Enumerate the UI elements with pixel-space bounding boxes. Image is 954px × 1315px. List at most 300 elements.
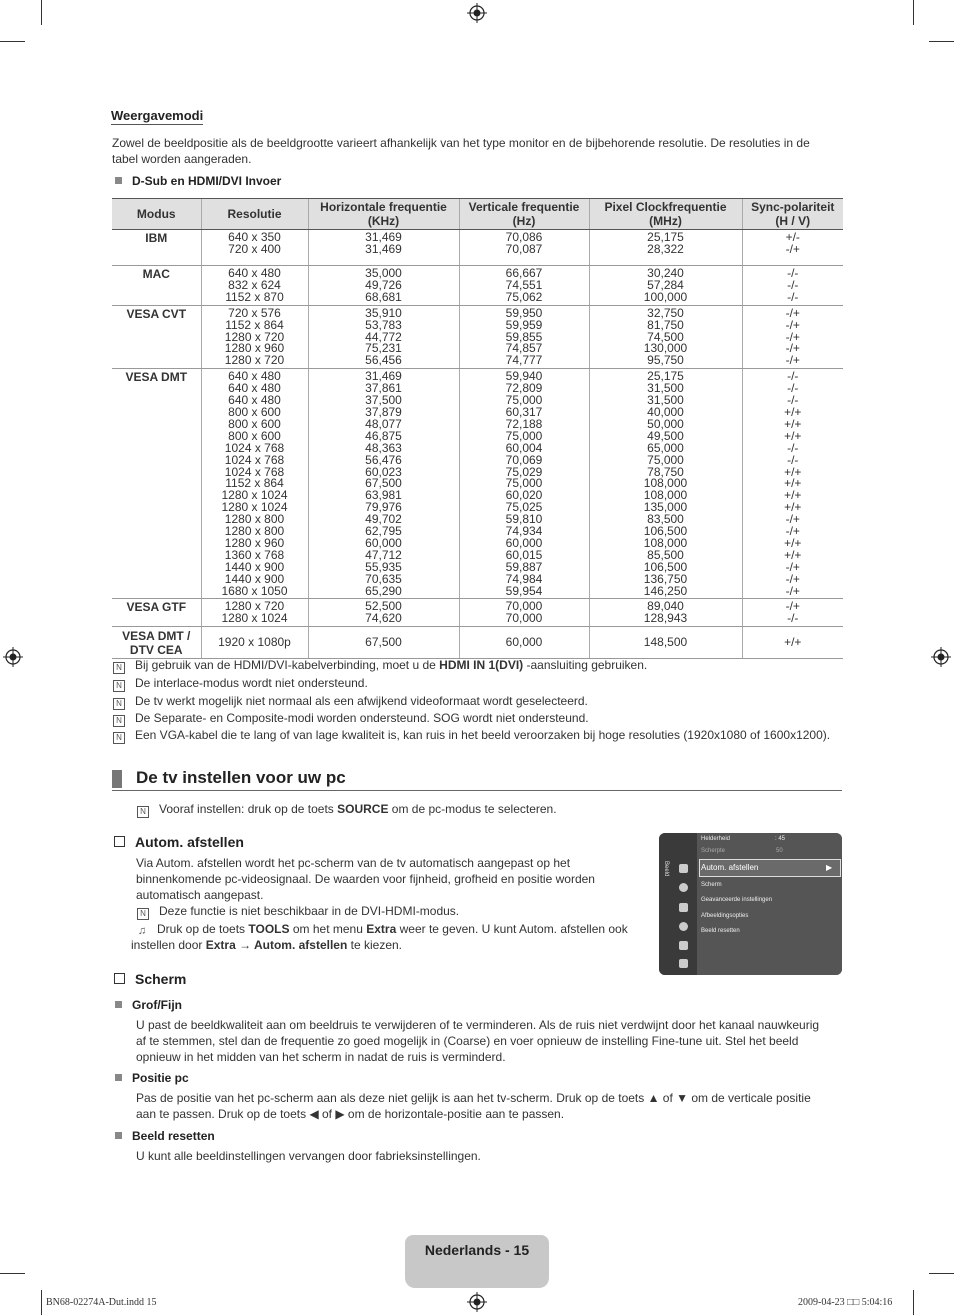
table-cell xyxy=(201,305,308,369)
cell-line: 25,175 xyxy=(647,230,684,244)
cell-line: 75,000 xyxy=(505,428,543,443)
table-cell xyxy=(308,599,459,627)
tip-text: instellen door xyxy=(131,938,206,952)
crop-mark xyxy=(913,0,914,25)
cell-line: -/- xyxy=(787,381,799,396)
cell-line: 136,750 xyxy=(643,571,688,586)
scherm-title: Scherm xyxy=(135,971,187,987)
cell-line: 1152 x 864 xyxy=(225,476,284,491)
registration-mark-icon xyxy=(931,647,951,667)
table-cell xyxy=(308,369,459,599)
cell-line: 640 x 480 xyxy=(228,381,281,396)
cell-line: 31,469 xyxy=(365,230,402,244)
cell-line: 1280 x 960 xyxy=(224,535,285,550)
cell-line: 135,000 xyxy=(643,500,688,515)
note-icon: N xyxy=(113,698,125,710)
cell-line: 37,500 xyxy=(365,393,402,408)
crop-mark xyxy=(929,1273,954,1274)
cell-line: +/- xyxy=(785,230,800,244)
display-modes-table xyxy=(112,198,843,659)
intro-line: tabel worden aangeraden. xyxy=(112,152,252,166)
crop-mark xyxy=(913,1290,914,1315)
note-text: Een VGA-kabel die te lang of van lage kwaliteit is, kan ruis in het beeld veroorzaken bij hoge resoluties (1920x1080 of 1600x1200). xyxy=(135,728,831,742)
cell-line: 640 x 480 xyxy=(228,266,281,280)
cell-line: 55,935 xyxy=(365,559,402,574)
osd-item: Scherm xyxy=(701,882,722,888)
table-row xyxy=(112,305,843,369)
autom-body xyxy=(136,855,595,903)
cell-line: 31,469 xyxy=(365,241,402,256)
cell-line: 67,500 xyxy=(365,476,402,491)
cell-line: 1440 x 900 xyxy=(224,559,285,574)
note-icon: N xyxy=(137,806,149,818)
cell-line: 68,681 xyxy=(365,289,402,304)
cell-line: 75,062 xyxy=(505,289,543,304)
cell-line: 83,500 xyxy=(647,512,684,527)
cell-line: 108,000 xyxy=(643,488,688,503)
table-cell xyxy=(742,305,843,369)
note-icon: N xyxy=(137,908,149,920)
autom-heading xyxy=(114,834,244,850)
table-cell: VESA GTF xyxy=(112,599,201,627)
crop-mark xyxy=(929,41,954,42)
cell-line: 720 x 400 xyxy=(228,241,281,256)
tip-text: te kiezen. xyxy=(347,938,403,952)
body-line: opnieuw in het midden van het scherm in nadat de ruis is verminderd. xyxy=(136,1050,506,1064)
cell-line: 47,712 xyxy=(365,547,402,562)
osd-panel xyxy=(697,833,842,975)
cell-line: 1024 x 768 xyxy=(224,464,285,479)
grof-title: Grof/Fijn xyxy=(132,998,182,1012)
cell-line: 1152 x 864 xyxy=(225,317,284,332)
table-cell: VESA DMT xyxy=(112,369,201,599)
table-cell xyxy=(742,230,843,266)
cell-line: 31,500 xyxy=(647,381,684,396)
osd-item-selected: Autom. afstellen xyxy=(701,863,759,872)
note-text: Vooraf instellen: druk op de toets xyxy=(159,802,338,816)
cell-line: 148,500 xyxy=(643,635,688,650)
table-cell xyxy=(459,627,589,659)
body-line: binnenkomende pc-videosignaal. De waarden voor fijnheid, grofheid en positie worden xyxy=(136,872,595,886)
table-cell xyxy=(308,305,459,369)
cell-line: -/- xyxy=(787,611,799,626)
cell-line: 74,984 xyxy=(505,571,543,586)
crop-mark xyxy=(0,41,25,42)
cell-line: -/- xyxy=(787,440,799,455)
cell-line: -/+ xyxy=(785,317,800,332)
cell-line: 85,500 xyxy=(647,547,684,562)
tools-tip xyxy=(131,921,628,953)
cell-line: 30,240 xyxy=(647,266,684,280)
cell-line: -/+ xyxy=(785,353,800,368)
crop-mark xyxy=(0,1273,25,1274)
cell-line: 65,290 xyxy=(365,583,402,598)
tools-icon: ♫ xyxy=(137,925,147,937)
cell-line: -/+ xyxy=(785,341,800,356)
cell-line: 52,500 xyxy=(365,599,402,614)
subtitle-text: D-Sub en HDMI/DVI Invoer xyxy=(132,174,282,188)
tip-bold: TOOLS xyxy=(248,922,290,936)
cell-line: +/+ xyxy=(784,428,802,443)
cell-line: -/+ xyxy=(785,559,800,574)
cell-line: 49,500 xyxy=(647,428,684,443)
table-cell xyxy=(459,266,589,306)
cell-line: 75,231 xyxy=(365,341,402,356)
cell-line: +/+ xyxy=(784,488,802,503)
body-line: af te stemmen, stel dan de frequentie zo goed mogelijk in (Coarse) en voer opnieuw de instelling Fine-tune uit. Stel het beeld xyxy=(136,1034,799,1048)
cell-line: 800 x 600 xyxy=(228,416,281,431)
note-icon: N xyxy=(113,680,125,692)
cell-line: 130,000 xyxy=(643,341,688,356)
cell-line: 720 x 576 xyxy=(228,305,281,320)
cell-line: +/+ xyxy=(784,535,802,550)
cell-line: 70,635 xyxy=(365,571,402,586)
table-cell xyxy=(201,369,308,599)
cell-line: -/+ xyxy=(785,583,800,598)
cell-line: -/- xyxy=(787,452,799,467)
note-sog xyxy=(113,711,589,727)
note-bold: SOURCE xyxy=(337,802,389,816)
cell-line: 59,954 xyxy=(505,583,543,598)
table-cell xyxy=(589,627,742,659)
cell-line: 48,363 xyxy=(365,440,402,455)
tip-text: Druk op de toets xyxy=(157,922,249,936)
cell-line: 74,500 xyxy=(647,329,684,344)
col-header: Modus xyxy=(112,199,201,230)
cell-line: 832 x 624 xyxy=(228,277,281,292)
osd-value: 50 xyxy=(776,848,783,854)
cell-line: 79,976 xyxy=(365,500,402,515)
table-row xyxy=(112,369,843,599)
cell-line: 74,777 xyxy=(505,353,543,368)
setup-icon xyxy=(679,903,688,912)
cell-line: 74,934 xyxy=(505,524,543,539)
note-videoformat xyxy=(113,694,588,710)
table-cell xyxy=(201,599,308,627)
cell-line: 60,023 xyxy=(365,464,402,479)
cell-line: -/+ xyxy=(785,599,800,614)
cell-line: -/- xyxy=(787,266,799,280)
table-cell xyxy=(201,627,308,659)
cell-line: 106,500 xyxy=(643,524,688,539)
registration-mark-icon xyxy=(467,1292,487,1312)
cell-line: 640 x 480 xyxy=(228,393,281,408)
cell-line: 74,551 xyxy=(505,277,543,292)
cell-line: 56,476 xyxy=(365,452,402,467)
table-cell xyxy=(201,230,308,266)
cell-line: 60,000 xyxy=(365,535,402,550)
table-cell xyxy=(589,369,742,599)
table-cell xyxy=(742,599,843,627)
cell-line: -/+ xyxy=(785,305,800,320)
cell-line: 100,000 xyxy=(643,289,688,304)
osd-sidebar xyxy=(659,833,697,975)
cell-line: 59,959 xyxy=(505,317,543,332)
note-dvi xyxy=(137,904,459,920)
cell-line: 70,087 xyxy=(505,241,543,256)
reset-title: Beeld resetten xyxy=(132,1129,215,1143)
cell-line: 70,069 xyxy=(505,452,543,467)
cell-line: 59,940 xyxy=(505,369,543,384)
cell-line: 70,000 xyxy=(505,599,543,614)
table-cell xyxy=(742,627,843,659)
cell-line: 108,000 xyxy=(643,535,688,550)
osd-menu-screenshot xyxy=(659,833,842,975)
cell-line: -/+ xyxy=(785,241,800,256)
cell-line: 75,000 xyxy=(505,476,543,491)
cell-line: 75,025 xyxy=(505,500,543,515)
cell-line: 1280 x 960 xyxy=(224,341,285,356)
cell-line: 66,667 xyxy=(505,266,543,280)
cell-line: 1024 x 768 xyxy=(224,440,285,455)
cell-line: 60,000 xyxy=(505,535,543,550)
positie-body xyxy=(136,1090,811,1122)
cell-line: 78,750 xyxy=(647,464,684,479)
note-hdmi xyxy=(113,658,647,674)
note-text: Deze functie is niet beschikbaar in de DVI-HDMI-modus. xyxy=(159,904,460,918)
cell-line: 63,981 xyxy=(365,488,402,503)
cell-line: -/+ xyxy=(785,329,800,344)
cell-line: 1280 x 1024 xyxy=(221,500,288,515)
cell-line: 640 x 480 xyxy=(228,369,281,384)
note-icon: N xyxy=(113,715,125,727)
cell-line: 49,702 xyxy=(365,512,402,527)
cell-line: -/+ xyxy=(785,571,800,586)
osd-item: Helderheid xyxy=(701,836,731,842)
note-text: -aansluiting gebruiken. xyxy=(523,658,648,672)
body-line: aan te passen. Druk op de toets ◀ of ▶ om de horizontale-positie aan te passen. xyxy=(136,1107,565,1121)
note-text: De Separate- en Composite-modi worden ondersteund. SOG wordt niet ondersteund. xyxy=(135,711,589,725)
cell-line: 35,910 xyxy=(365,305,402,320)
cell-line: 72,188 xyxy=(505,416,543,431)
intro-paragraph xyxy=(112,135,810,167)
cell-line: 70,000 xyxy=(505,611,543,626)
cell-line: -/- xyxy=(787,289,799,304)
table-cell xyxy=(308,266,459,306)
table-cell xyxy=(112,627,201,659)
cell-line: 62,795 xyxy=(365,524,402,539)
table-cell xyxy=(308,627,459,659)
cell-line: 1280 x 720 xyxy=(224,599,285,614)
table-cell xyxy=(589,599,742,627)
osd-side-label: Beeld xyxy=(663,861,669,877)
body-line: Pas de positie van het pc-scherm aan als deze niet gelijk is aan het tv-scherm. Druk op de toets ▲ of ▼ om de verticale positie xyxy=(136,1091,811,1105)
positie-title: Positie pc xyxy=(132,1071,189,1085)
table-subtitle xyxy=(115,174,281,188)
cell-line: 60,020 xyxy=(505,488,543,503)
cell-line: 31,469 xyxy=(365,369,402,384)
cell-line: 46,875 xyxy=(365,428,402,443)
table-cell xyxy=(742,266,843,306)
body-line: automatisch aangepast. xyxy=(136,888,264,902)
gear-icon xyxy=(679,922,688,931)
cell-line: 32,750 xyxy=(647,305,684,320)
registration-mark-icon xyxy=(467,3,487,23)
note-text: De interlace-modus wordt niet ondersteund. xyxy=(135,676,368,690)
cell-line: -/+ xyxy=(785,512,800,527)
cell-line: 800 x 600 xyxy=(228,404,281,419)
table-cell xyxy=(589,230,742,266)
cell-line: 1360 x 768 xyxy=(224,547,285,562)
crop-mark xyxy=(41,1290,42,1315)
square-bullet-icon xyxy=(115,1074,122,1081)
cell-line: +/+ xyxy=(784,500,802,515)
cell-line: 59,810 xyxy=(505,512,543,527)
cell-line: -/- xyxy=(787,277,799,292)
note-text: De tv werkt mogelijk niet normaal als een afwijkend videoformaat wordt geselecteerd. xyxy=(135,694,588,708)
heading-text: De tv instellen voor uw pc xyxy=(136,768,346,787)
body-line: Via Autom. afstellen wordt het pc-scherm van de tv automatisch aangepast op het xyxy=(136,856,571,870)
table-cell xyxy=(201,266,308,306)
reset-heading xyxy=(115,1129,215,1143)
col-header: Sync-polariteit (H / V) xyxy=(742,199,843,230)
note-icon: N xyxy=(113,662,125,674)
section-title: Weergavemodi xyxy=(111,108,204,123)
cell-line: 65,000 xyxy=(647,440,684,455)
registration-mark-icon xyxy=(3,647,23,667)
cell-line: 60,000 xyxy=(505,635,543,650)
heading-bar xyxy=(112,770,122,788)
support-icon xyxy=(679,959,688,968)
note-interlace xyxy=(113,676,368,692)
crop-mark xyxy=(41,0,42,25)
tip-text: om het menu xyxy=(289,922,367,936)
cell-line: 40,000 xyxy=(647,404,684,419)
cell-line: 108,000 xyxy=(643,476,688,491)
cell-line: 1280 x 1024 xyxy=(221,488,288,503)
cell-line: +/+ xyxy=(784,476,802,491)
table-row xyxy=(112,599,843,627)
sound-icon xyxy=(679,883,688,892)
table-cell xyxy=(459,369,589,599)
cell-line: 1280 x 720 xyxy=(224,353,285,368)
table-header-row xyxy=(112,199,843,230)
cell-line: 57,284 xyxy=(647,277,684,292)
tip-text: weer te geven. U kunt Autom. afstellen ook xyxy=(396,922,628,936)
cell-line: 1680 x 1050 xyxy=(221,583,288,598)
cell-line: 53,783 xyxy=(365,317,402,332)
cell-line: 48,077 xyxy=(365,416,402,431)
table-cell xyxy=(459,230,589,266)
cell-line: 1152 x 870 xyxy=(225,289,284,304)
table-cell xyxy=(308,230,459,266)
cell-line: +/+ xyxy=(784,416,802,431)
cell-line: 640 x 350 xyxy=(228,230,281,244)
table-cell xyxy=(459,305,589,369)
cell-line: 74,857 xyxy=(505,341,543,356)
table-cell xyxy=(742,369,843,599)
print-slug-right: 2009-04-23 □□ 5:04:16 xyxy=(798,1297,893,1308)
cell-line: -/+ xyxy=(785,524,800,539)
square-bullet-icon xyxy=(115,177,122,184)
table-cell xyxy=(589,305,742,369)
osd-value: : 45 xyxy=(775,836,786,842)
cell-line: VESA DMT / xyxy=(122,629,191,644)
cell-line: 37,861 xyxy=(365,381,402,396)
body-line: U past de beeldkwaliteit aan om beeldruis te verwijderen of te verminderen. Als de ruis niet verdwijnt door het kanaal nauwkeurig xyxy=(136,1018,820,1032)
cell-line: 128,943 xyxy=(643,611,688,626)
cell-line: 70,086 xyxy=(505,230,543,244)
cell-line: 59,855 xyxy=(505,329,543,344)
cell-line: 35,000 xyxy=(365,266,402,280)
cell-line: 146,250 xyxy=(643,583,688,598)
table-cell: VESA CVT xyxy=(112,305,201,369)
grof-body xyxy=(136,1017,819,1065)
table-cell xyxy=(589,266,742,306)
cell-line: 59,887 xyxy=(505,559,543,574)
cell-line: 1280 x 720 xyxy=(224,329,285,344)
note-text: Bij gebruik van de HDMI/DVI-kabelverbinding, moet u de xyxy=(135,658,440,672)
cell-line: 56,456 xyxy=(365,353,402,368)
cell-line: DTV CEA xyxy=(129,643,183,658)
note-bold: HDMI IN 1(DVI) xyxy=(439,658,524,672)
cell-line: 44,772 xyxy=(365,329,402,344)
reset-body: U kunt alle beeldinstellingen vervangen door fabrieksinstellingen. xyxy=(136,1149,481,1163)
col-header: Pixel Clockfrequentie (MHz) xyxy=(589,199,742,230)
cell-line: 75,029 xyxy=(505,464,543,479)
intro-line: Zowel de beeldpositie als de beeldgrootte varieert afhankelijk van het type monitor en de bijbehorende resolutie. De resoluties in de xyxy=(112,136,810,150)
cell-line: 28,322 xyxy=(647,241,684,256)
table-row xyxy=(112,627,843,659)
col-header: Verticale frequentie (Hz) xyxy=(459,199,589,230)
cell-line: 74,620 xyxy=(365,611,402,626)
col-header: Resolutie xyxy=(201,199,308,230)
cell-line: 50,000 xyxy=(647,416,684,431)
note-vga xyxy=(113,728,830,744)
cell-line: 106,500 xyxy=(643,559,688,574)
cell-line: +/+ xyxy=(784,404,802,419)
arrow-right-icon: ▶ xyxy=(826,863,833,872)
input-icon xyxy=(679,941,688,950)
table-row xyxy=(112,230,843,266)
positie-heading xyxy=(115,1071,189,1085)
table-cell xyxy=(459,599,589,627)
cell-line: 800 x 600 xyxy=(228,428,281,443)
cell-line: 37,879 xyxy=(365,404,402,419)
table-cell: IBM xyxy=(112,230,201,266)
cell-line: 49,726 xyxy=(365,277,402,292)
osd-item: Afbeeldingsopties xyxy=(701,913,749,919)
square-bullet-icon xyxy=(115,1001,122,1008)
cell-line: 89,040 xyxy=(647,599,684,614)
scherm-heading xyxy=(114,971,186,987)
cell-line: 60,004 xyxy=(505,440,543,455)
checkbox-icon xyxy=(114,836,125,847)
cell-line: 75,000 xyxy=(647,452,684,467)
picture-icon xyxy=(679,864,688,873)
note-text: om de pc-modus te selecteren. xyxy=(388,802,557,816)
square-bullet-icon xyxy=(115,1132,122,1139)
cell-line: 1280 x 1024 xyxy=(221,611,288,626)
cell-line: 81,750 xyxy=(647,317,684,332)
cell-line: 25,175 xyxy=(647,369,684,384)
cell-line: 1024 x 768 xyxy=(224,452,285,467)
tip-bold: Extra → Autom. afstellen xyxy=(205,938,348,952)
checkbox-icon xyxy=(114,973,125,984)
cell-line: 72,809 xyxy=(505,381,543,396)
page-number: Nederlands - 15 xyxy=(424,1242,530,1258)
cell-line: 1280 x 800 xyxy=(224,524,285,539)
cell-line: 60,015 xyxy=(505,547,543,562)
table-row xyxy=(112,266,843,306)
pc-section-heading xyxy=(112,768,842,791)
cell-line: -/- xyxy=(787,369,799,384)
autom-title: Autom. afstellen xyxy=(135,834,244,850)
cell-line: 60,317 xyxy=(505,404,543,419)
cell-line: 59,950 xyxy=(505,305,543,320)
print-slug-left: BN68-02274A-Dut.indd 15 xyxy=(46,1297,157,1308)
note-icon: N xyxy=(113,732,125,744)
